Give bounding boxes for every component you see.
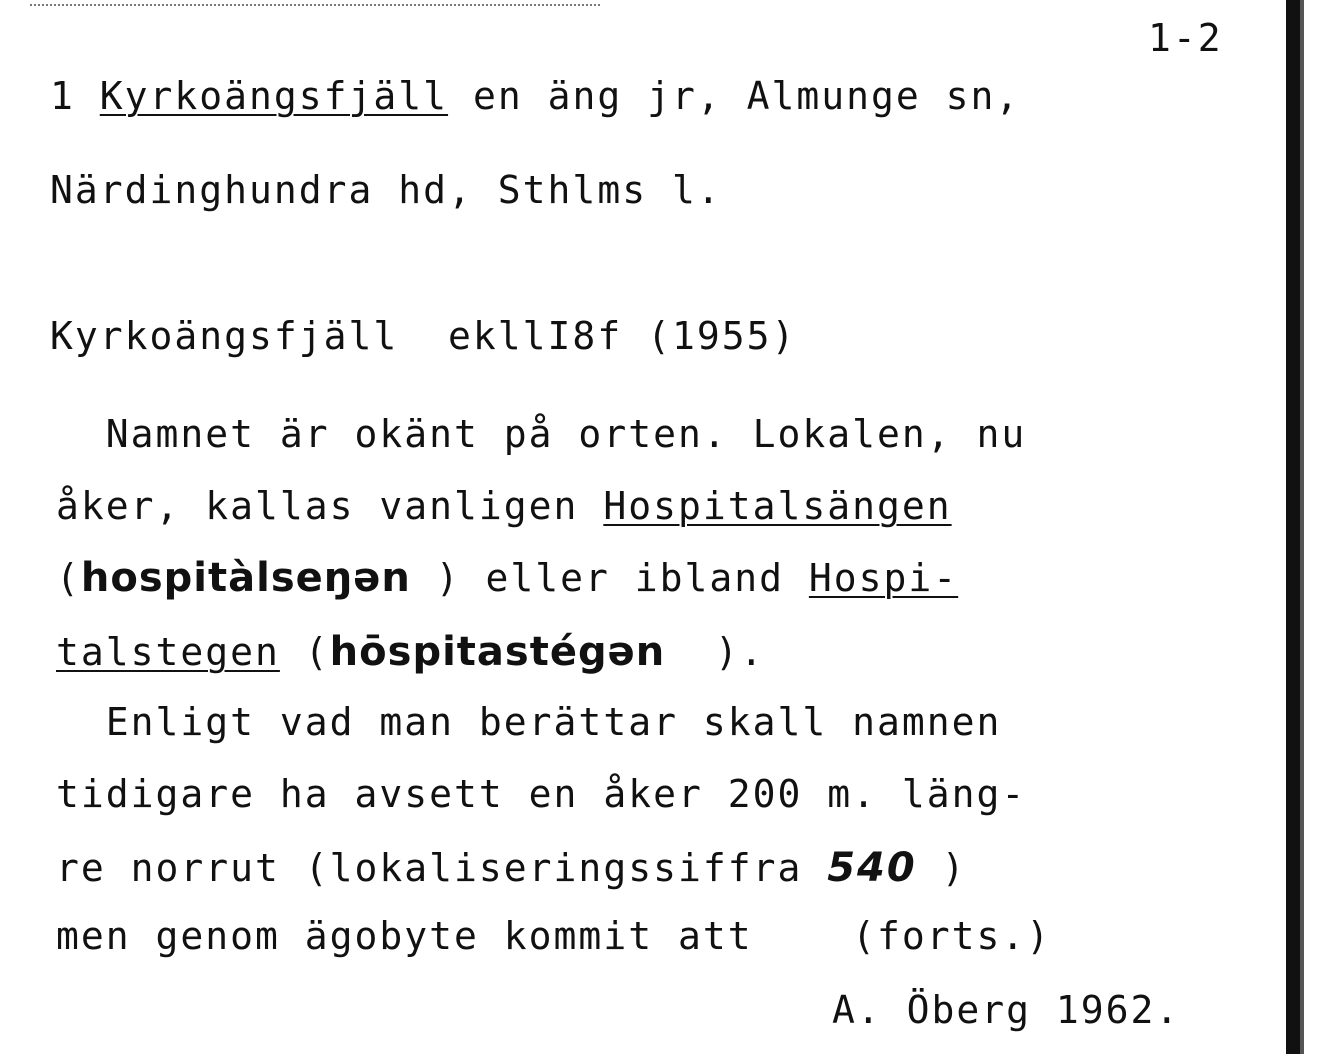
location-line: Närdinghundra hd, Sthlms l. <box>50 168 722 212</box>
entry-number: 1 <box>50 74 100 118</box>
text-line-7 <box>56 846 966 890</box>
text-line-2-a: åker, kallas vanligen <box>56 484 604 528</box>
name-variant-2b: talstegen <box>56 630 280 674</box>
localization-number: 540 <box>827 845 917 891</box>
text-line-1: Namnet är okänt på orten. Lokalen, nu <box>56 412 1027 456</box>
card-number: 1-2 <box>1148 16 1223 60</box>
place-name: Kyrkoängsfjäll <box>99 74 449 118</box>
reference-line: Kyrkoängsfjäll ekllI8f (1955) <box>50 314 797 358</box>
text-line-7-a: re norrut (lokaliseringssiffra <box>56 846 828 890</box>
top-edge-marks <box>30 4 600 9</box>
paren-close-2: ). <box>665 630 765 674</box>
header-line <box>50 74 1020 118</box>
text-line-6: tidigare ha avsett en åker 200 m. läng- <box>56 772 1027 816</box>
card-edge-shadow <box>1300 0 1304 1054</box>
text-line-3-mid: ) eller ibland <box>410 556 809 600</box>
text-line-2 <box>56 484 952 528</box>
place-description: en äng jr, Almunge sn, <box>448 74 1021 118</box>
text-line-8: men genom ägobyte kommit att (forts.) <box>56 914 1052 958</box>
signature: A. Öberg 1962. <box>832 988 1181 1032</box>
name-variant-2a: Hospi- <box>808 556 959 600</box>
phonetic-transcription-1: hospitàlseŋən <box>80 555 411 601</box>
text-line-7-b: ) <box>916 846 967 890</box>
paren-open: ( <box>56 556 81 600</box>
name-variant-1: Hospitalsängen <box>603 484 952 528</box>
text-line-4 <box>56 630 765 674</box>
text-line-5: Enligt vad man berättar skall namnen <box>56 700 1002 744</box>
text-line-3 <box>56 556 958 600</box>
card-edge-bar <box>1286 0 1300 1054</box>
phonetic-transcription-2: hōspitastégən <box>329 629 666 675</box>
paren-open-2: ( <box>279 630 330 674</box>
